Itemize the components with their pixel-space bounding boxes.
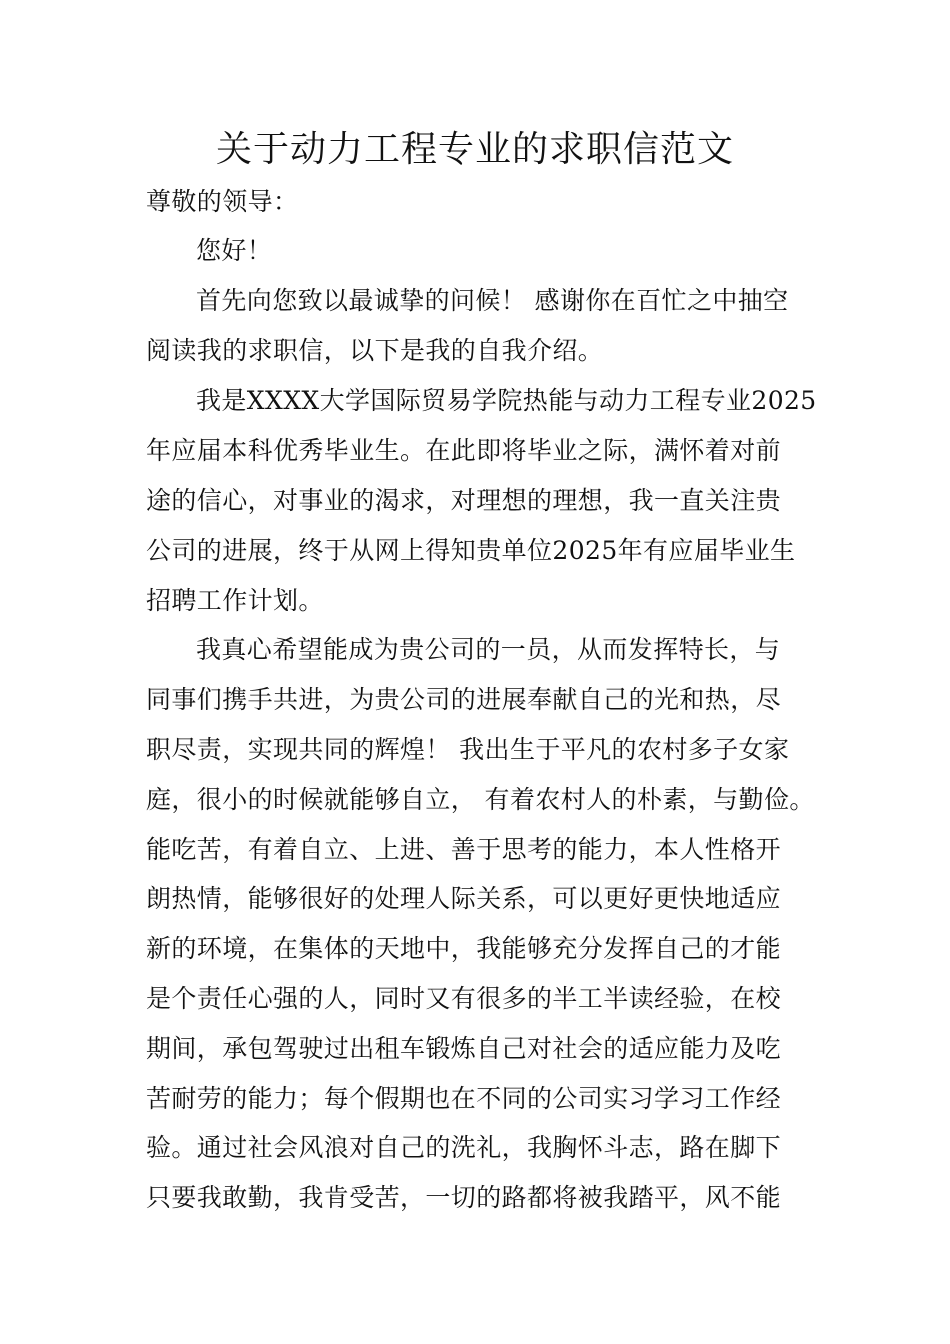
greeting: 您好！ — [196, 236, 273, 265]
body-line: 期间，承包驾驶过出租车锻炼自己对社会的适应能力及吃 — [146, 1034, 782, 1063]
body-line: 首先向您致以最诚挚的问候！ 感谢你在百忙之中抽空 — [196, 286, 789, 315]
document-title: 关于动力工程专业的求职信范文 — [215, 129, 734, 170]
body-line: 苦耐劳的能力；每个假期也在不同的公司实习学习工作经 — [146, 1084, 782, 1113]
body-line: 庭，很小的时候就能够自立， 有着农村人的朴素，与勤俭。 — [146, 785, 815, 814]
body-line: 我是XXXX大学国际贸易学院热能与动力工程专业2025 — [196, 386, 817, 415]
body-line: 只要我敢勤，我肯受苦，一切的路都将被我踏平，风不能 — [146, 1183, 782, 1212]
body-line: 公司的进展，终于从网上得知贵单位2025年有应届毕业生 — [146, 536, 796, 565]
body-line: 我真心希望能成为贵公司的一员，从而发挥特长，与 — [196, 635, 781, 664]
body-line: 职尽责，实现共同的辉煌！ 我出生于平凡的农村多子女家 — [146, 735, 790, 764]
salutation: 尊敬的领导： — [146, 187, 299, 216]
body-line: 途的信心，对事业的渴求，对理想的理想，我一直关注贵 — [146, 486, 782, 515]
body-line: 验。通过社会风浪对自己的洗礼，我胸怀斗志，路在脚下 — [146, 1133, 782, 1162]
body-line: 能吃苦，有着自立、上进、善于思考的能力，本人性格开 — [146, 835, 782, 864]
body-line: 年应届本科优秀毕业生。在此即将毕业之际，满怀着对前 — [146, 436, 782, 465]
body-line: 朗热情，能够很好的处理人际关系，可以更好更快地适应 — [146, 884, 782, 913]
body-line: 招聘工作计划。 — [146, 586, 324, 615]
body-line: 新的环境，在集体的天地中，我能够充分发挥自己的才能 — [146, 934, 782, 963]
body-line: 同事们携手共进，为贵公司的进展奉献自己的光和热，尽 — [146, 685, 782, 714]
body-line: 阅读我的求职信，以下是我的自我介绍。 — [146, 336, 604, 365]
body-line: 是个责任心强的人，同时又有很多的半工半读经验，在校 — [146, 984, 782, 1013]
